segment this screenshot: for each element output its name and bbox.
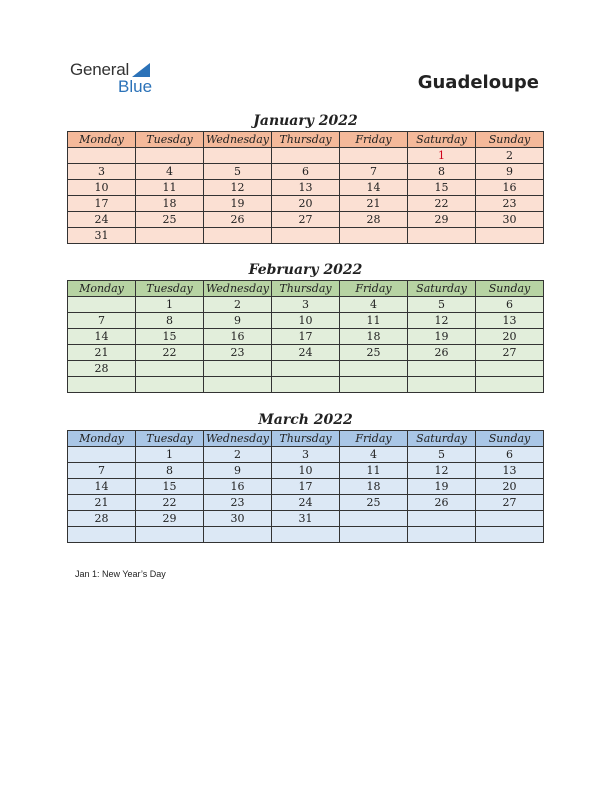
- day-cell: 10: [272, 463, 340, 479]
- week-row: [68, 212, 544, 228]
- weekday-header: Thursday: [272, 431, 340, 447]
- weekday-header: Monday: [68, 281, 136, 297]
- weekday-header-row: [68, 431, 544, 447]
- day-cell: 13: [476, 463, 544, 479]
- day-cell: 28: [68, 511, 136, 527]
- day-cell: 31: [68, 228, 136, 244]
- day-cell: [272, 148, 340, 164]
- month-january: [67, 111, 544, 244]
- day-cell: 21: [340, 196, 408, 212]
- day-cell: 2: [204, 297, 272, 313]
- day-cell: 22: [136, 345, 204, 361]
- day-cell: 5: [204, 164, 272, 180]
- weekday-header: Friday: [340, 132, 408, 148]
- day-cell: [476, 527, 544, 543]
- day-cell: 9: [204, 463, 272, 479]
- day-cell: 22: [408, 196, 476, 212]
- day-cell: 14: [340, 180, 408, 196]
- day-cell: [340, 511, 408, 527]
- day-cell: 24: [272, 345, 340, 361]
- day-cell: 7: [68, 463, 136, 479]
- day-cell: 27: [476, 495, 544, 511]
- logo-text-general: General: [70, 60, 130, 79]
- day-cell: 14: [68, 329, 136, 345]
- day-cell: [136, 361, 204, 377]
- weekday-header: Wednesday: [204, 431, 272, 447]
- day-cell: 19: [204, 196, 272, 212]
- day-cell: 8: [136, 463, 204, 479]
- day-cell: 2: [476, 148, 544, 164]
- week-row: [68, 447, 544, 463]
- day-cell: 12: [408, 313, 476, 329]
- day-cell: 6: [272, 164, 340, 180]
- country-title: Guadeloupe: [417, 72, 539, 93]
- day-cell: 20: [476, 329, 544, 345]
- day-cell: 26: [408, 495, 476, 511]
- day-cell: [204, 148, 272, 164]
- day-cell: 30: [204, 511, 272, 527]
- day-cell: [272, 527, 340, 543]
- day-cell: [408, 527, 476, 543]
- day-cell: 12: [408, 463, 476, 479]
- day-cell: [136, 148, 204, 164]
- day-cell: 21: [68, 495, 136, 511]
- week-row: [68, 329, 544, 345]
- day-cell: 31: [272, 511, 340, 527]
- weekday-header: Tuesday: [136, 281, 204, 297]
- day-cell: 1: [136, 297, 204, 313]
- logo-text-blue: Blue: [118, 77, 153, 96]
- week-row: [68, 228, 544, 244]
- day-cell: 4: [340, 447, 408, 463]
- day-cell: 4: [136, 164, 204, 180]
- day-cell: 24: [272, 495, 340, 511]
- day-cell: 27: [476, 345, 544, 361]
- day-cell: 15: [408, 180, 476, 196]
- weekday-header: Saturday: [408, 431, 476, 447]
- day-cell: 28: [68, 361, 136, 377]
- day-cell: [340, 228, 408, 244]
- week-row: [68, 345, 544, 361]
- day-cell: [204, 377, 272, 393]
- day-cell: 29: [408, 212, 476, 228]
- day-cell: 6: [476, 447, 544, 463]
- weekday-header: Tuesday: [136, 431, 204, 447]
- day-cell: 8: [408, 164, 476, 180]
- week-row: [68, 527, 544, 543]
- day-cell: 18: [136, 196, 204, 212]
- month-title: March 2022: [258, 412, 353, 428]
- day-cell: 11: [340, 463, 408, 479]
- calendar-table: [67, 430, 544, 543]
- day-cell: 7: [340, 164, 408, 180]
- holiday-note: Jan 1: New Year’s Day: [75, 569, 166, 579]
- weekday-header: Tuesday: [136, 132, 204, 148]
- day-cell: 30: [476, 212, 544, 228]
- day-cell: 20: [476, 479, 544, 495]
- week-row: [68, 377, 544, 393]
- day-cell: 8: [136, 313, 204, 329]
- day-cell: [136, 377, 204, 393]
- day-cell: 22: [136, 495, 204, 511]
- day-cell: 1: [136, 447, 204, 463]
- month-march: [67, 410, 544, 543]
- day-cell: 10: [68, 180, 136, 196]
- day-cell: 9: [204, 313, 272, 329]
- day-cell: 25: [340, 495, 408, 511]
- day-cell: [272, 228, 340, 244]
- weekday-header: Thursday: [272, 281, 340, 297]
- weekday-header: Friday: [340, 431, 408, 447]
- day-cell: [408, 361, 476, 377]
- week-row: [68, 148, 544, 164]
- day-cell: 13: [476, 313, 544, 329]
- day-cell: 14: [68, 479, 136, 495]
- weekday-header: Sunday: [476, 132, 544, 148]
- week-row: [68, 180, 544, 196]
- weekday-header: Thursday: [272, 132, 340, 148]
- day-cell: [136, 527, 204, 543]
- month-title: February 2022: [248, 262, 363, 278]
- day-cell: 3: [68, 164, 136, 180]
- day-cell: 25: [340, 345, 408, 361]
- day-cell: 29: [136, 511, 204, 527]
- day-cell: 26: [204, 212, 272, 228]
- day-cell: 11: [340, 313, 408, 329]
- weekday-header: Monday: [68, 431, 136, 447]
- day-cell: [68, 377, 136, 393]
- day-cell: 26: [408, 345, 476, 361]
- day-cell: 17: [68, 196, 136, 212]
- day-cell: 17: [272, 329, 340, 345]
- weekday-header: Friday: [340, 281, 408, 297]
- day-cell: 3: [272, 447, 340, 463]
- day-cell: 17: [272, 479, 340, 495]
- general-blue-logo: [70, 60, 170, 100]
- day-cell: 12: [204, 180, 272, 196]
- day-cell: 10: [272, 313, 340, 329]
- week-row: [68, 511, 544, 527]
- day-cell: 5: [408, 297, 476, 313]
- day-cell: 6: [476, 297, 544, 313]
- day-cell: 11: [136, 180, 204, 196]
- day-cell: 20: [272, 196, 340, 212]
- month-title: January 2022: [253, 113, 358, 129]
- week-row: [68, 463, 544, 479]
- day-cell: 24: [68, 212, 136, 228]
- day-cell: 15: [136, 329, 204, 345]
- day-cell: 13: [272, 180, 340, 196]
- day-cell: 3: [272, 297, 340, 313]
- week-row: [68, 164, 544, 180]
- day-cell: [408, 228, 476, 244]
- weekday-header: Wednesday: [204, 132, 272, 148]
- day-cell: [340, 148, 408, 164]
- day-cell: [136, 228, 204, 244]
- day-cell: [408, 377, 476, 393]
- day-cell: 19: [408, 479, 476, 495]
- weekday-header-row: [68, 132, 544, 148]
- weekday-header: Sunday: [476, 281, 544, 297]
- day-cell: 7: [68, 313, 136, 329]
- day-cell: [68, 447, 136, 463]
- day-cell: 18: [340, 329, 408, 345]
- month-february: [67, 260, 544, 393]
- day-cell: 23: [204, 345, 272, 361]
- week-row: [68, 297, 544, 313]
- day-cell: [272, 377, 340, 393]
- weekday-header: Wednesday: [204, 281, 272, 297]
- day-cell: 19: [408, 329, 476, 345]
- day-cell: [476, 361, 544, 377]
- day-cell: [204, 527, 272, 543]
- week-row: [68, 196, 544, 212]
- day-cell: [476, 377, 544, 393]
- day-cell: 4: [340, 297, 408, 313]
- day-cell: [340, 377, 408, 393]
- day-cell: [340, 527, 408, 543]
- weekday-header: Saturday: [408, 281, 476, 297]
- week-row: [68, 495, 544, 511]
- day-cell: [68, 297, 136, 313]
- day-cell: 2: [204, 447, 272, 463]
- day-cell: [476, 511, 544, 527]
- day-cell: 15: [136, 479, 204, 495]
- weekday-header-row: [68, 281, 544, 297]
- day-cell: [204, 228, 272, 244]
- week-row: [68, 361, 544, 377]
- logo-triangle-icon: [132, 63, 150, 77]
- day-cell: 21: [68, 345, 136, 361]
- holiday-day-cell: 1: [408, 148, 476, 164]
- day-cell: 9: [476, 164, 544, 180]
- calendar-table: [67, 280, 544, 393]
- day-cell: 25: [136, 212, 204, 228]
- day-cell: 16: [476, 180, 544, 196]
- day-cell: [272, 361, 340, 377]
- calendar-table: [67, 131, 544, 244]
- day-cell: [408, 511, 476, 527]
- weekday-header: Saturday: [408, 132, 476, 148]
- day-cell: [476, 228, 544, 244]
- week-row: [68, 313, 544, 329]
- day-cell: 28: [340, 212, 408, 228]
- weekday-header: Sunday: [476, 431, 544, 447]
- day-cell: 27: [272, 212, 340, 228]
- day-cell: 5: [408, 447, 476, 463]
- weekday-header: Monday: [68, 132, 136, 148]
- day-cell: [68, 148, 136, 164]
- day-cell: [204, 361, 272, 377]
- week-row: [68, 479, 544, 495]
- day-cell: [340, 361, 408, 377]
- day-cell: 23: [476, 196, 544, 212]
- day-cell: 16: [204, 329, 272, 345]
- day-cell: [68, 527, 136, 543]
- day-cell: 18: [340, 479, 408, 495]
- day-cell: 23: [204, 495, 272, 511]
- day-cell: 16: [204, 479, 272, 495]
